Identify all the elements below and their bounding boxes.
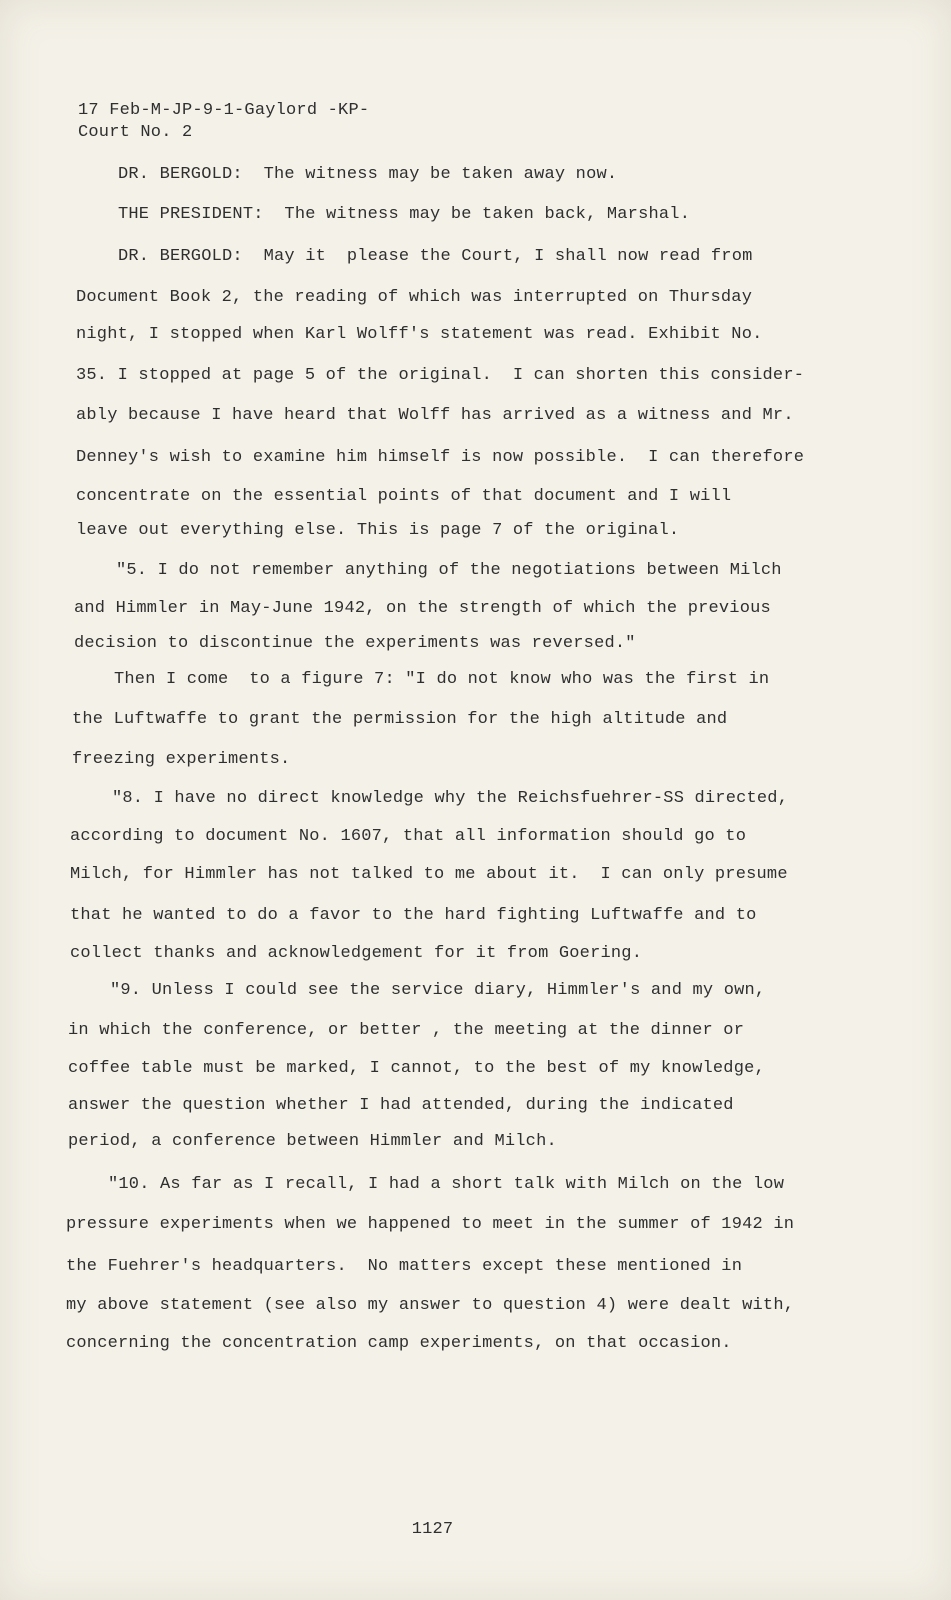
text-line: leave out everything else. This is page 7 of the original. [76, 521, 680, 540]
text-line: Document Book 2, the reading of which was interrupted on Thursday [76, 288, 753, 307]
text-line: in which the conference, or better , the meeting at the dinner or [68, 1021, 745, 1040]
text-line: answer the question whether I had attended, during the indicated [68, 1096, 734, 1115]
header-reference: 17 Feb-M-JP-9-1-Gaylord -KP- [78, 101, 370, 120]
text-line: "5. I do not remember anything of the negotiations between Milch [116, 561, 782, 580]
text-line: DR. BERGOLD: The witness may be taken away now. [118, 165, 618, 184]
text-line: concentrate on the essential points of that document and I will [76, 487, 732, 506]
text-line: and Himmler in May-June 1942, on the strength of which the previous [74, 599, 771, 618]
text-line: DR. BERGOLD: May it please the Court, I shall now read from [118, 247, 753, 266]
text-line: THE PRESIDENT: The witness may be taken back, Marshal. [118, 205, 691, 224]
text-line: period, a conference between Himmler and Milch. [68, 1132, 557, 1151]
text-line: collect thanks and acknowledgement for it from Goering. [70, 944, 643, 963]
text-line: pressure experiments when we happened to meet in the summer of 1942 in [66, 1215, 795, 1234]
text-line: the Fuehrer's headquarters. No matters except these mentioned in [66, 1257, 743, 1276]
header-court: Court No. 2 [78, 123, 193, 142]
text-line: Milch, for Himmler has not talked to me about it. I can only presume [70, 865, 788, 884]
text-line: Then I come to a figure 7: "I do not know who was the first in [114, 670, 770, 689]
text-line: "10. As far as I recall, I had a short talk with Milch on the low [108, 1175, 785, 1194]
text-line: "9. Unless I could see the service diary, Himmler's and my own, [110, 981, 766, 1000]
text-line: 35. I stopped at page 5 of the original. I can shorten this consider- [76, 366, 805, 385]
text-line: my above statement (see also my answer to question 4) were dealt with, [66, 1296, 795, 1315]
text-line: night, I stopped when Karl Wolff's statement was read. Exhibit No. [76, 325, 763, 344]
text-line: "8. I have no direct knowledge why the Reichsfuehrer-SS directed, [112, 789, 789, 808]
text-line: that he wanted to do a favor to the hard fighting Luftwaffe and to [70, 906, 757, 925]
text-line: concerning the concentration camp experiments, on that occasion. [66, 1334, 732, 1353]
text-line: ably because I have heard that Wolff has arrived as a witness and Mr. [76, 406, 794, 425]
text-line: according to document No. 1607, that all information should go to [70, 827, 747, 846]
text-line: coffee table must be marked, I cannot, to the best of my knowledge, [68, 1059, 765, 1078]
text-line: Denney's wish to examine him himself is now possible. I can therefore [76, 448, 805, 467]
text-line: the Luftwaffe to grant the permission for the high altitude and [72, 710, 728, 729]
document-header [78, 100, 369, 144]
text-line: decision to discontinue the experiments was reversed." [74, 634, 636, 653]
text-line: freezing experiments. [72, 750, 291, 769]
page-number: 1127 [411, 1520, 454, 1539]
